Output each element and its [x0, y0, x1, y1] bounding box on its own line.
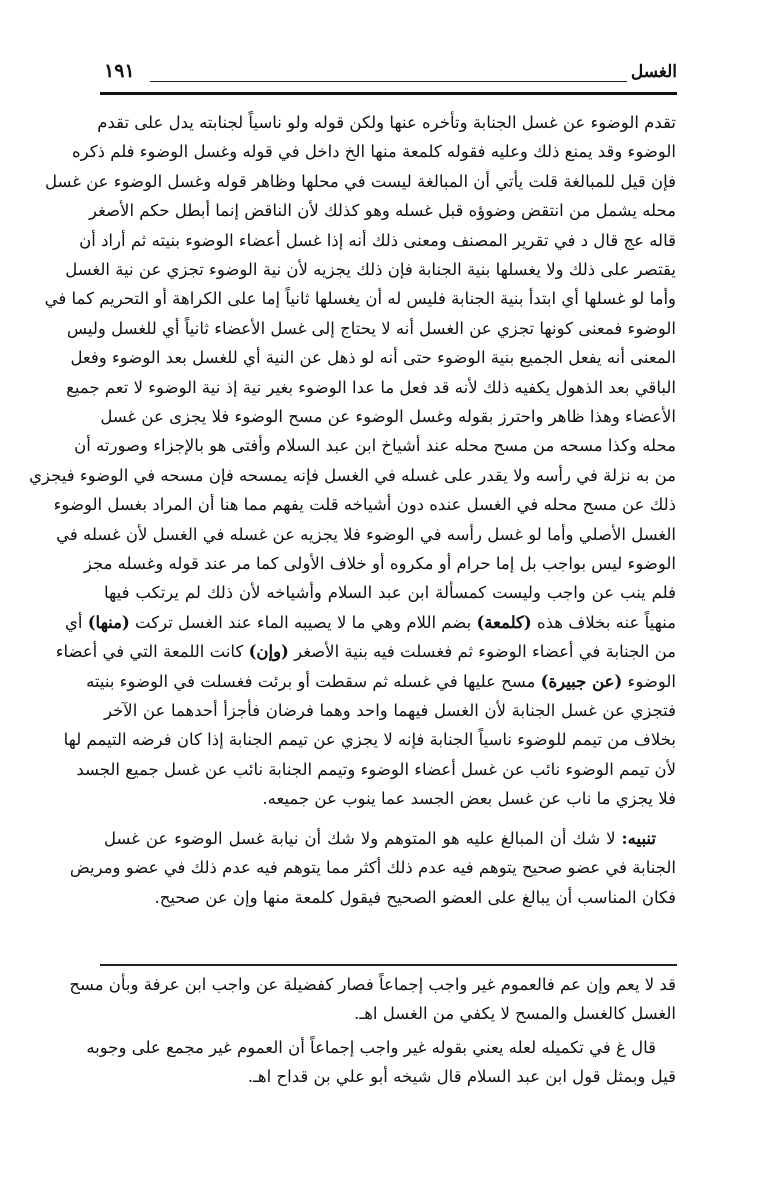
body-line: [66, 377, 676, 399]
text-run: قاله عج قال د في تقرير المصنف ومعنى ذلك أنه إذا غسل أعضاء الوضوء بنيته ثم أراد أن: [79, 230, 676, 250]
body-line: [64, 612, 676, 634]
text-run: الغسل الأصلي وأما لو غسل رأسه في الوضوء فلا يجزيه عن غسله في الغسل لأن غسله في: [56, 524, 676, 544]
text-run: الأعضاء وهذا ظاهر واحترز بقوله وغسل الوضوء عن مسح الوضوء فلا يجزى عن غسل: [100, 407, 676, 426]
text-run: محله يشمل من انتقض وضوؤه قبل غسله وهو كذلك لأن الناقض إنما أبطل حكم الأصغر: [88, 201, 676, 221]
text-run: وأما لو غسلها أي ابتدأ بنية الجنابة فليس له أن يغسلها ثانياً إما على الكراهة أو التحريم كما في: [44, 289, 676, 309]
text-run: منهياً عنه بخلاف هذه: [531, 612, 676, 632]
header-rule: [100, 92, 677, 95]
text-run: قيل وبمثل قول ابن عبد السلام قال شيخه أبو علي بن قداح اهـ.: [247, 1067, 676, 1086]
text-run: الوضوء وقد يمنع ذلك وعليه فقوله كلمعة منها الخ داخل في قوله وغسل الوضوء فلم ذكره: [72, 142, 676, 162]
body-line: [72, 141, 676, 163]
text-run: بخلاف من تيمم للوضوء ناسياً الجنابة فإنه لا يجزي عن تيمم الجنابة إذا كان فرضه التيمم لها: [63, 730, 676, 750]
body-line: [104, 700, 676, 722]
text-run: تقدم الوضوء عن غسل الجنابة وتأخره عنها ولكن قوله ولو ناسياً لجنابته يدل على تقدم: [97, 113, 676, 132]
text-run: كانت اللمعة التي في أعضاء: [55, 642, 249, 662]
body-line: [44, 171, 676, 193]
chapter-title: الغسل: [630, 62, 677, 82]
footnote-line: [86, 1037, 656, 1059]
body-line: [70, 347, 676, 369]
text-run: فإن قيل للمبالغة قلت يأتي أن المبالغة ليست في محلها وظاهر قوله وغسل الوضوء عن غسل: [44, 171, 676, 191]
footnote-line: [104, 1066, 676, 1088]
body-line: [104, 828, 656, 850]
body-line: [29, 465, 676, 487]
text-run: قد لا يعم وإن عم فالعموم غير واجب إجماعاً فصار كفضيلة عن واجب ابن عرفة وبأن مسح: [69, 975, 676, 994]
body-line: [66, 318, 676, 340]
body-line: [44, 288, 676, 310]
text-run: الوضوء فمعنى كونها تجزي عن الغسل أنه لا يحتاج إلى غسل الأعضاء ثانياً أي للغسل وليس: [66, 318, 676, 338]
footnote-separator: [100, 964, 677, 966]
footnote-line: [69, 974, 676, 996]
body-line: [104, 788, 676, 810]
text-run: الغسل كالغسل والمسح لا يكفي من الغسل اهـ.: [354, 1004, 676, 1023]
body-line: [69, 857, 676, 879]
text-run: المعنى أنه يفعل الجميع بنية الوضوء حتى أنه لو ذهل عن النية أي للغسل بعد الوضوء وفعل: [70, 348, 676, 368]
body-line: [65, 259, 676, 281]
body-line: [79, 230, 676, 252]
footnote-line: [104, 1003, 676, 1025]
body-line: [83, 553, 676, 575]
body-line: [88, 200, 676, 222]
text-run: قال غ في تكميله لعله يعني بقوله غير واجب إجماعاً أن العموم غير مجمع على وجوبه: [86, 1038, 656, 1057]
bold-term: (منها): [87, 612, 130, 632]
text-run: يقتصر على ذلك ولا يغسلها بنية الجنابة فإن ذلك يجزيه لأن نية الوضوء تجزي عن نية الغسل: [65, 260, 676, 279]
text-run: فتجزي عن غسل الجنابة لأن الغسل فيهما واحد وهما فرضان فأجزأ أحدهما عن الآخر: [104, 701, 676, 720]
body-line: [97, 112, 676, 134]
body-line: [74, 435, 676, 457]
text-run: فلم ينب عن واجب وليست كمسألة ابن عبد السلام وأشياخه لأن ذلك لم يرتكب فيها: [104, 583, 676, 603]
body-line: [104, 887, 676, 909]
text-run: الباقي بعد الذهول يكفيه ذلك لأنه قد فعل ما عدا الوضوء بغير نية إذ نية الوضوء لا تعم جميع: [66, 377, 676, 397]
text-run: أي: [64, 612, 88, 632]
text-run: ذلك عن مسح محله في الغسل عنده دون أشياخه قلت يفهم مما هنا أن المراد بغسل الوضوء: [53, 495, 676, 515]
text-run: الوضوء ليس بواجب بل إما حرام أو مكروه أو خلاف الأولى كما مر عند قوله وغسله مجز: [83, 554, 676, 573]
body-line: [56, 524, 676, 546]
bold-term: (وإن): [248, 642, 289, 662]
text-run: فكان المناسب أن يبالغ على العضو الصحيح فيقول كلمعة منها وإن عن صحيح.: [154, 888, 676, 907]
body-line: [76, 759, 676, 781]
body-line: [53, 494, 676, 516]
text-run: من الجنابة في أعضاء الوضوء ثم فغسلت فيه بنية الأصغر: [288, 642, 676, 662]
text-run: الجنابة في عضو صحيح يتوهم فيه عدم ذلك أكثر مما يتوهم فيه عدم ذلك في عضو ومريض: [69, 858, 676, 877]
page-number: ١٩١: [104, 60, 135, 82]
header-divider: [150, 81, 627, 82]
body-line: [63, 729, 676, 751]
text-run: فلا يجزي ما ناب عن غسل بعض الجسد عما ينوب عن جميعه.: [262, 789, 676, 809]
body-line: [100, 406, 676, 428]
text-run: بضم اللام وهي ما لا يصيبه الماء عند الغسل تركت: [129, 612, 477, 632]
text-run: الوضوء: [622, 671, 676, 691]
body-line: [55, 641, 676, 663]
body-line: [86, 671, 676, 693]
text-run: محله وكذا مسحه من مسح محله عند أشياخ ابن عبد السلام وأفتى هو بالإجزاء وصورته أن: [74, 436, 676, 456]
text-run: من به نزلة في رأسه ولا يقدر على غسله في الغسل فإنه يمسحه فإن مسحه في الوضوء فيجزي: [29, 465, 676, 485]
body-line: [104, 582, 676, 604]
text-run: لا شك أن المبالغ عليه هو المتوهم ولا شك أن نيابة غسل الوضوء عن غسل: [104, 829, 622, 848]
bold-term: (كلمعة): [476, 612, 532, 632]
bold-term: (عن جبيرة): [540, 671, 623, 691]
text-run: لأن تيمم الوضوء نائب عن غسل أعضاء الوضوء وتيمم الجنابة نائب عن غسل جميع الجسد: [76, 759, 676, 779]
text-run: مسح عليها في غسله ثم سقطت أو برئت فغسلت في الوضوء بنيته: [86, 671, 541, 691]
bold-term: تنبيه:: [621, 829, 656, 848]
